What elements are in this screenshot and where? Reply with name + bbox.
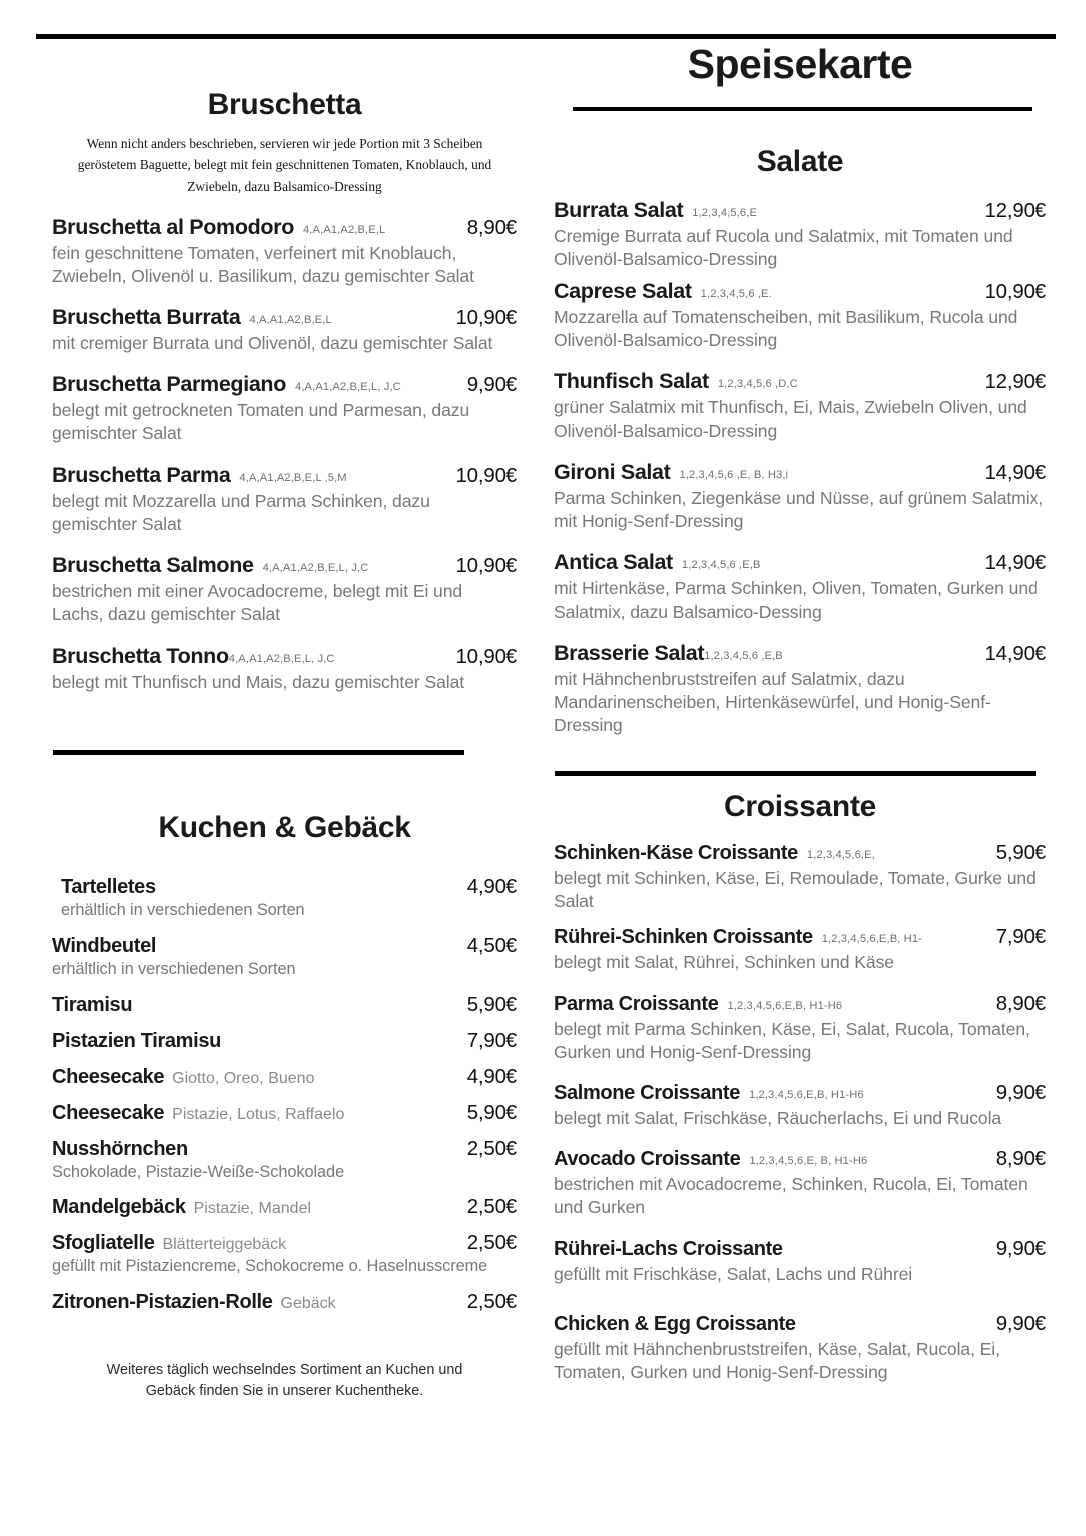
page-title: Speisekarte <box>687 41 913 87</box>
menu-item-name: Tiramisu <box>52 993 133 1016</box>
menu-item-name: Burrata Salat <box>554 197 684 222</box>
menu-item-price: 10,90€ <box>455 554 517 578</box>
menu-item-name: Antica Salat <box>554 550 673 575</box>
menu-item-price: 2,50€ <box>466 1136 517 1160</box>
menu-item-description: belegt mit Thunfisch und Mais, dazu gemischter Salat <box>52 671 465 692</box>
menu-item-header <box>52 305 517 330</box>
menu-item-header <box>52 372 517 397</box>
menu-item-description: mit Hähnchenbruststreifen auf Salatmix, dazu Mandarinenscheiben, Hirtenkäsewürfel, und Honig-Senf-Dressing <box>554 668 991 736</box>
menu-item <box>554 1312 1046 1384</box>
menu-item-header <box>52 1290 517 1314</box>
menu-item-name: Thunfisch Salat <box>554 369 709 394</box>
menu-item-header <box>52 1029 517 1053</box>
bruschetta-intro-text: Wenn nicht anders beschrieben, servieren wir jede Portion mit 3 Scheiben geröstetem Baguette, belegt mit fein geschnittenen Tomaten, Knoblauch, und Zwiebeln, dazu Balsamico-Dressing <box>77 135 492 194</box>
menu-item-name: Sfogliatelle <box>52 1232 155 1255</box>
menu-item <box>554 1237 1046 1286</box>
menu-item-header <box>554 841 1046 865</box>
menu-item-name: Cheesecake <box>52 1065 165 1088</box>
menu-item-description: fein geschnittene Tomaten, verfeinert mit Knoblauch, Zwiebeln, Olivenöl u. Basilikum, dazu gemischter Salat <box>52 242 474 286</box>
allergen-codes: 1,2,3,4,5,6,E, <box>806 848 875 861</box>
menu-item-description: Schokolade, Pistazie-Weiße-Schokolade <box>52 1162 345 1181</box>
spacer <box>52 694 517 750</box>
menu-item <box>554 550 1046 623</box>
menu-item <box>52 1065 517 1089</box>
allergen-codes: 1,2,3,4,5,6 ,E,B <box>704 649 783 662</box>
menu-item-name: Tartelletes <box>61 876 156 899</box>
menu-item <box>52 993 517 1017</box>
menu-item <box>52 644 517 694</box>
spacer <box>52 755 517 811</box>
menu-item-name: Salmone Croissante <box>554 1082 740 1105</box>
menu-item-price: 4,90€ <box>466 1064 517 1088</box>
menu-item <box>554 1147 1046 1219</box>
menu-item-header <box>52 993 517 1017</box>
menu-item-price: 8,90€ <box>466 215 517 239</box>
menu-item-price: 10,90€ <box>455 463 517 487</box>
menu-item-price: 12,90€ <box>984 198 1046 222</box>
menu-item-price: 7,90€ <box>995 925 1046 949</box>
menu-item <box>52 553 517 626</box>
menu-item-description: erhältlich in verschiedenen Sorten <box>52 959 296 978</box>
allergen-codes: 4,A,A1,A2,B,E,L <box>249 314 332 327</box>
menu-item-header <box>52 463 517 488</box>
spacer <box>554 180 1046 190</box>
menu-item-description: bestrichen mit Avocadocreme, Schinken, Rucola, Ei, Tomaten und Gurken <box>554 1174 1028 1218</box>
menu-item-price: 9,90€ <box>995 1311 1046 1335</box>
menu-item-price: 4,50€ <box>466 933 517 957</box>
allergen-codes: 1,2,3,4,5,6,E,B, H1-H6 <box>749 1089 864 1102</box>
menu-item-price: 8,90€ <box>995 991 1046 1015</box>
menu-item-name: Windbeutel <box>52 934 157 957</box>
menu-item-price: 14,90€ <box>984 641 1046 665</box>
menu-item-variants: Giotto, Oreo, Bueno <box>172 1069 315 1087</box>
right-column <box>554 42 1046 1384</box>
menu-item-price: 10,90€ <box>455 306 517 330</box>
menu-item-header <box>52 1137 517 1161</box>
allergen-codes: 1,2,3,4,5,6,E <box>692 206 758 219</box>
menu-item-description: mit cremiger Burrata und Olivenöl, dazu gemischter Salat <box>52 333 493 354</box>
menu-item-name: Gironi Salat <box>554 459 671 484</box>
menu-item-header <box>52 1065 517 1089</box>
menu-item-price: 5,90€ <box>466 992 517 1016</box>
allergen-codes: 4,A,A1,A2,B,E,L, J,C <box>228 652 335 665</box>
menu-item-variants: Pistazie, Mandel <box>193 1200 312 1218</box>
menu-item <box>554 641 1046 738</box>
menu-item-name: Avocado Croissante <box>554 1148 741 1171</box>
menu-item-description: grüner Salatmix mit Thunfisch, Ei, Mais, Zwiebeln Oliven, und Olivenöl-Balsamico-Dressing <box>554 397 1027 441</box>
allergen-codes: 1,2,3,4,5,6,E,B, H1-H6 <box>727 999 843 1012</box>
allergen-codes: 4,A,A1,A2,B,E,L, J,C <box>262 562 369 575</box>
menu-item <box>52 1029 517 1053</box>
menu-item-name: Bruschetta Parma <box>52 462 231 487</box>
menu-item <box>52 1290 517 1314</box>
menu-item-name: Zitronen-Pistazien-Rolle <box>52 1290 273 1313</box>
allergen-codes: 4,A,A1,A2,B,E,L <box>302 223 386 236</box>
menu-item-variants: Blätterteiggebäck <box>162 1236 287 1254</box>
kuchen-heading: Kuchen & Gebäck <box>158 810 411 844</box>
left-column <box>52 88 517 1402</box>
menu-item <box>52 1195 517 1219</box>
menu-item-header <box>554 925 1046 949</box>
menu-item-header <box>554 1081 1046 1105</box>
menu-item-description: erhältlich in verschiedenen Sorten <box>61 901 305 920</box>
menu-item <box>554 279 1046 352</box>
allergen-codes: 1,2,3,4,5,6,E,B, H1- <box>821 933 923 946</box>
bruschetta-heading: Bruschetta <box>207 88 362 121</box>
menu-item-description: belegt mit Mozzarella und Parma Schinken, dazu gemischter Salat <box>52 490 430 534</box>
menu-item-name: Pistazien Tiramisu <box>52 1029 221 1052</box>
menu-item <box>554 841 1046 913</box>
croissante-heading: Croissante <box>723 790 877 824</box>
menu-item-header <box>554 279 1046 304</box>
menu-item-name: Chicken & Egg Croissante <box>554 1312 796 1335</box>
menu-item-name: Cheesecake <box>52 1101 165 1124</box>
menu-item-header <box>52 1101 517 1125</box>
menu-item <box>52 372 517 445</box>
menu-item-price: 2,50€ <box>466 1231 517 1255</box>
menu-item-price: 10,90€ <box>455 644 517 668</box>
menu-item-name: Bruschetta Parmegiano <box>52 372 287 397</box>
menu-item-name: Schinken-Käse Croissante <box>554 841 798 864</box>
menu-item-variants: Pistazie, Lotus, Raffaelo <box>172 1105 345 1123</box>
menu-item-header <box>554 550 1046 575</box>
menu-item-header <box>52 1195 517 1219</box>
menu-item-name: Rührei-Schinken Croissante <box>554 926 813 949</box>
menu-item-price: 14,90€ <box>984 551 1046 575</box>
menu-item-price: 2,50€ <box>466 1195 517 1219</box>
menu-item <box>554 1081 1046 1130</box>
menu-item-name: Bruschetta Burrata <box>52 305 241 330</box>
menu-item-price: 2,50€ <box>466 1289 517 1313</box>
menu-item-header <box>554 460 1046 485</box>
menu-item-description: belegt mit Parma Schinken, Käse, Ei, Salat, Rucola, Tomaten, Gurken und Honig-Senf-Dressing <box>554 1018 1030 1062</box>
menu-item-header <box>554 1147 1046 1171</box>
menu-item-description: belegt mit Salat, Rührei, Schinken und Käse <box>554 952 894 973</box>
spacer <box>554 111 1046 145</box>
kuchen-footer-note: Weiteres täglich wechselndes Sortiment an Kuchen und Gebäck finden Sie in unserer Kuchentheke. <box>106 1361 463 1399</box>
menu-item-name: Bruschetta Tonno <box>52 643 229 668</box>
menu-item-name: Bruschetta al Pomodoro <box>52 214 294 239</box>
spacer <box>52 845 517 863</box>
allergen-codes: 1,2,3,4,5,6 ,D,C <box>717 378 798 391</box>
allergen-codes: 1,2,3,4,5,6,E, B, H1-H6 <box>749 1155 868 1168</box>
menu-item <box>52 1137 517 1184</box>
spacer <box>554 776 1046 790</box>
menu-item-header <box>554 198 1046 223</box>
menu-item-price: 14,90€ <box>984 460 1046 484</box>
menu-item-name: Mandelgebäck <box>52 1196 186 1219</box>
menu-item <box>52 1231 517 1278</box>
menu-item-header <box>554 641 1046 666</box>
menu-item-name: Bruschetta Salmone <box>52 553 254 578</box>
allergen-codes: 1,2,3,4,5,6 ,E,B <box>681 559 761 572</box>
menu-item-description: belegt mit getrockneten Tomaten und Parmesan, dazu gemischter Salat <box>52 400 470 444</box>
menu-item <box>554 369 1046 442</box>
top-divider <box>36 34 1056 39</box>
menu-item-price: 12,90€ <box>984 370 1046 394</box>
menu-item-description: Parma Schinken, Ziegenkäse und Nüsse, auf grünem Salatmix, mit Honig-Senf-Dressing <box>554 487 1044 532</box>
menu-item-description: belegt mit Schinken, Käse, Ei, Remoulade, Tomate, Gurke und Salat <box>554 867 1036 912</box>
menu-item-header <box>52 934 517 958</box>
menu-item <box>52 875 517 922</box>
menu-item-header <box>52 553 517 578</box>
menu-item-price: 10,90€ <box>984 280 1046 304</box>
menu-item-header <box>52 215 517 240</box>
menu-item-header <box>554 992 1046 1016</box>
menu-item-header <box>61 875 517 899</box>
menu-item-description: gefüllt mit Pistaziencreme, Schokocreme o. Haselnusscreme <box>52 1257 488 1276</box>
menu-item-price: 9,90€ <box>995 1081 1046 1105</box>
menu-item <box>554 925 1046 974</box>
menu-item-name: Rührei-Lachs Croissante <box>554 1237 783 1260</box>
salate-heading: Salate <box>756 145 844 179</box>
menu-item-price: 5,90€ <box>466 1100 517 1124</box>
menu-item-price: 7,90€ <box>466 1028 517 1052</box>
menu-item <box>52 934 517 981</box>
allergen-codes: 1,2,3,4,5,6 ,E. <box>700 288 772 301</box>
menu-item <box>52 1101 517 1125</box>
allergen-codes: 4,A,A1,A2,B,E,L ,5,M <box>239 471 347 484</box>
menu-item-name: Brasserie Salat <box>554 640 705 665</box>
menu-item-description: Cremige Burrata auf Rucola und Salatmix, mit Tomaten und Olivenöl-Balsamico-Dressing <box>554 225 1013 269</box>
allergen-codes: 4,A,A1,A2,B,E,L, J,C <box>295 381 401 394</box>
menu-item <box>52 463 517 536</box>
menu-item-description: gefüllt mit Hähnchenbruststreifen, Käse, Salat, Rucola, Ei, Tomaten, Gurken und Honig-Senf-Dressing <box>554 1338 1000 1383</box>
menu-item-header <box>554 369 1046 394</box>
menu-item-description: Mozzarella auf Tomatenscheiben, mit Basilikum, Rucola und Olivenöl-Balsamico-Dressing <box>554 307 1018 351</box>
menu-item-description: bestrichen mit einer Avocadocreme, belegt mit Ei und Lachs, dazu gemischter Salat <box>52 581 463 625</box>
spacer <box>554 825 1046 833</box>
menu-item <box>554 460 1046 533</box>
menu-item <box>52 305 517 355</box>
menu-item-price: 5,90€ <box>995 840 1046 864</box>
menu-item <box>554 992 1046 1064</box>
menu-item-header <box>554 1237 1046 1261</box>
menu-item-price: 9,90€ <box>466 373 517 397</box>
menu-item-name: Caprese Salat <box>554 279 692 304</box>
menu-item-variants: Gebäck <box>280 1294 336 1312</box>
menu-item-price: 4,90€ <box>466 875 517 899</box>
spacer <box>554 737 1046 771</box>
menu-item-header <box>52 644 517 669</box>
menu-item-description: mit Hirtenkäse, Parma Schinken, Oliven, Tomaten, Gurken und Salatmix, dazu Balsamico-Dessing <box>554 578 1038 622</box>
menu-item-description: belegt mit Salat, Frischkäse, Räucherlachs, Ei und Rucola <box>554 1108 1002 1129</box>
menu-item-price: 9,90€ <box>995 1236 1046 1260</box>
menu-item-header <box>52 1231 517 1255</box>
menu-item-description: gefüllt mit Frischkäse, Salat, Lachs und Rührei <box>554 1263 913 1284</box>
menu-item-header <box>554 1312 1046 1336</box>
menu-item-name: Nusshörnchen <box>52 1137 188 1160</box>
allergen-codes: 1,2,3,4,5,6 ,E, B, H3,i <box>679 468 789 481</box>
menu-item-price: 8,90€ <box>995 1147 1046 1171</box>
menu-item <box>52 215 517 288</box>
menu-item-name: Parma Croissante <box>554 992 719 1015</box>
menu-item <box>554 198 1046 271</box>
